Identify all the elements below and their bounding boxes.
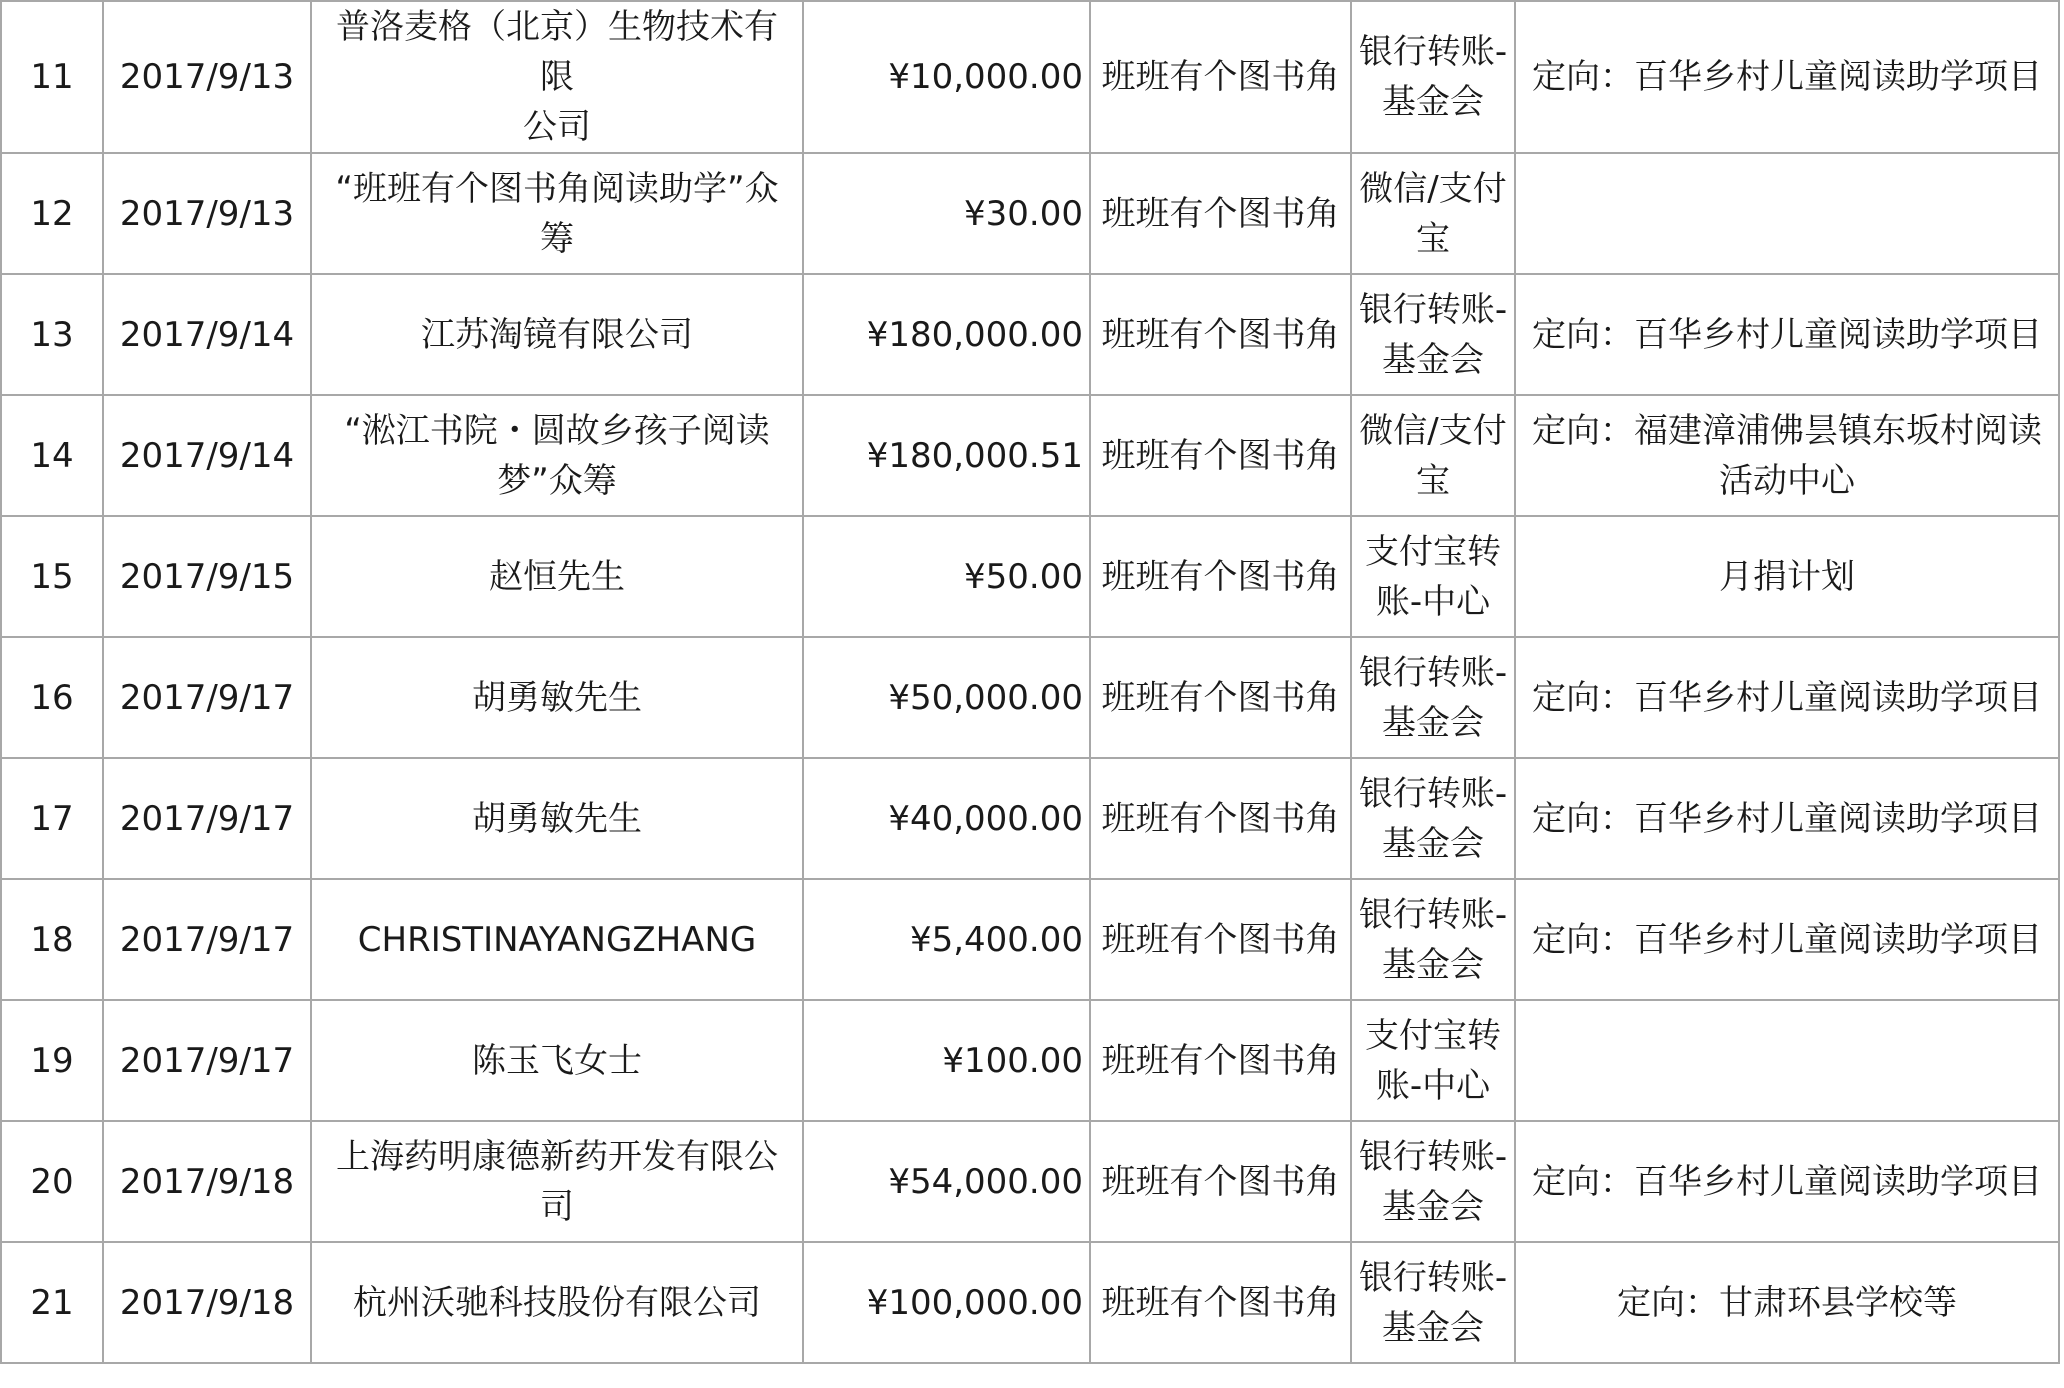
row-number-cell-text: 12 <box>30 193 74 234</box>
amount-cell-text: ¥50,000.00 <box>888 677 1083 718</box>
date-cell-text: 2017/9/14 <box>119 314 295 355</box>
project-cell-text: 班班有个图书角 <box>1101 1282 1340 1323</box>
payment-method-cell-text: 银行转账- 基金会 <box>1358 289 1508 380</box>
row-number-cell-text: 13 <box>30 314 74 355</box>
table-row <box>1 395 2059 516</box>
donor-cell <box>311 879 803 1000</box>
row-number-cell-text: 18 <box>30 919 74 960</box>
amount-cell-text: ¥30.00 <box>964 193 1083 234</box>
row-number-cell-text: 20 <box>30 1161 74 1202</box>
payment-method-cell <box>1351 274 1515 395</box>
project-cell <box>1090 395 1351 516</box>
project-cell-text: 班班有个图书角 <box>1101 919 1340 960</box>
payment-method-cell-text: 银行转账- 基金会 <box>1358 1257 1508 1348</box>
payment-method-cell-text: 微信/支付 宝 <box>1359 410 1507 501</box>
payment-method-cell <box>1351 153 1515 274</box>
date-cell <box>103 395 311 516</box>
project-cell-text: 班班有个图书角 <box>1101 556 1340 597</box>
amount-cell-text: ¥54,000.00 <box>888 1161 1083 1202</box>
donor-cell-text: 普洛麦格（北京）生物技术有限 公司 <box>336 7 778 147</box>
project-cell <box>1090 879 1351 1000</box>
date-cell <box>103 1000 311 1121</box>
table-row <box>1 1 2059 153</box>
date-cell-text: 2017/9/14 <box>119 435 295 476</box>
project-cell-text: 班班有个图书角 <box>1101 1040 1340 1081</box>
row-number-cell <box>1 395 103 516</box>
row-number-cell <box>1 1000 103 1121</box>
row-number-cell-text: 14 <box>30 435 74 476</box>
table-row <box>1 274 2059 395</box>
row-number-cell <box>1 516 103 637</box>
donor-cell-text: “班班有个图书角阅读助学”众 筹 <box>335 168 779 259</box>
note-cell-text: 定向：百华乡村儿童阅读助学项目 <box>1532 1161 2042 1202</box>
row-number-cell <box>1 758 103 879</box>
payment-method-cell <box>1351 395 1515 516</box>
donor-cell-text: 杭州沃驰科技股份有限公司 <box>353 1282 761 1323</box>
note-cell <box>1515 758 2059 879</box>
amount-cell-text: ¥180,000.00 <box>866 314 1083 355</box>
donor-cell-text: 胡勇敏先生 <box>472 677 642 718</box>
payment-method-cell-text: 微信/支付 宝 <box>1359 168 1507 259</box>
project-cell <box>1090 274 1351 395</box>
date-cell-text: 2017/9/17 <box>119 677 295 718</box>
row-number-cell-text: 19 <box>30 1040 74 1081</box>
row-number-cell <box>1 879 103 1000</box>
amount-cell <box>803 758 1090 879</box>
amount-cell-text: ¥10,000.00 <box>888 57 1083 97</box>
row-number-cell-text: 17 <box>30 798 74 839</box>
donor-cell <box>311 637 803 758</box>
amount-cell <box>803 1 1090 153</box>
table-body <box>1 1 2059 1363</box>
payment-method-cell-text: 银行转账- 基金会 <box>1358 652 1508 743</box>
row-number-cell <box>1 1 103 153</box>
payment-method-cell <box>1351 516 1515 637</box>
note-cell <box>1515 1000 2059 1121</box>
payment-method-cell-text: 银行转账- 基金会 <box>1358 1136 1508 1227</box>
note-cell-text: 定向：福建漳浦佛昙镇东坂村阅读 活动中心 <box>1532 410 2042 501</box>
table-row <box>1 1000 2059 1121</box>
donor-cell <box>311 1000 803 1121</box>
note-cell-text: 月捐计划 <box>1719 556 1855 597</box>
table-row <box>1 516 2059 637</box>
amount-cell <box>803 1000 1090 1121</box>
date-cell-text: 2017/9/13 <box>119 193 295 234</box>
amount-cell <box>803 153 1090 274</box>
date-cell-text: 2017/9/15 <box>119 556 295 597</box>
row-number-cell-text: 16 <box>30 677 74 718</box>
note-cell <box>1515 153 2059 274</box>
row-number-cell <box>1 637 103 758</box>
date-cell <box>103 1 311 153</box>
note-cell <box>1515 274 2059 395</box>
amount-cell <box>803 879 1090 1000</box>
amount-cell-text: ¥40,000.00 <box>888 798 1083 839</box>
project-cell <box>1090 1121 1351 1242</box>
date-cell <box>103 274 311 395</box>
date-cell <box>103 1242 311 1363</box>
payment-method-cell <box>1351 637 1515 758</box>
donor-cell-text: 陈玉飞女士 <box>472 1040 642 1081</box>
table-row <box>1 1242 2059 1363</box>
project-cell <box>1090 758 1351 879</box>
payment-method-cell-text: 银行转账- 基金会 <box>1358 894 1508 985</box>
project-cell <box>1090 1242 1351 1363</box>
row-number-cell-text: 21 <box>30 1282 74 1323</box>
row-number-cell <box>1 274 103 395</box>
date-cell <box>103 153 311 274</box>
donor-cell-text: 上海药明康德新药开发有限公司 <box>336 1136 778 1227</box>
note-cell <box>1515 879 2059 1000</box>
date-cell <box>103 758 311 879</box>
donor-cell-text: CHRISTINAYANGZHANG <box>357 919 757 960</box>
donor-cell <box>311 516 803 637</box>
payment-method-cell <box>1351 1121 1515 1242</box>
amount-cell <box>803 637 1090 758</box>
donor-cell <box>311 395 803 516</box>
note-cell-text: 定向：百华乡村儿童阅读助学项目 <box>1532 798 2042 839</box>
payment-method-cell-text: 支付宝转 账-中心 <box>1365 1015 1501 1106</box>
note-cell <box>1515 1121 2059 1242</box>
payment-method-cell-text: 银行转账- 基金会 <box>1358 773 1508 864</box>
amount-cell <box>803 1121 1090 1242</box>
project-cell <box>1090 516 1351 637</box>
donor-cell-text: 赵恒先生 <box>489 556 625 597</box>
donor-cell <box>311 1242 803 1363</box>
table-row <box>1 637 2059 758</box>
note-cell-text: 定向：百华乡村儿童阅读助学项目 <box>1532 919 2042 960</box>
note-cell-text: 定向：百华乡村儿童阅读助学项目 <box>1532 677 2042 718</box>
note-cell-text: 定向：百华乡村儿童阅读助学项目 <box>1532 57 2042 97</box>
amount-cell-text: ¥100.00 <box>942 1040 1083 1081</box>
payment-method-cell-text: 银行转账- 基金会 <box>1358 32 1508 122</box>
amount-cell-text: ¥100,000.00 <box>866 1282 1083 1323</box>
amount-cell-text: ¥180,000.51 <box>866 435 1083 476</box>
date-cell-text: 2017/9/17 <box>119 919 295 960</box>
project-cell-text: 班班有个图书角 <box>1101 314 1340 355</box>
project-cell <box>1090 153 1351 274</box>
row-number-cell-text: 11 <box>30 57 74 97</box>
table-row <box>1 1121 2059 1242</box>
note-cell-text: 定向：甘肃环县学校等 <box>1617 1282 1957 1323</box>
date-cell-text: 2017/9/18 <box>119 1282 295 1323</box>
note-cell <box>1515 516 2059 637</box>
note-cell <box>1515 637 2059 758</box>
row-number-cell <box>1 1121 103 1242</box>
row-number-cell <box>1 1242 103 1363</box>
row-number-cell-text: 15 <box>30 556 74 597</box>
donor-cell-text: 江苏淘镜有限公司 <box>421 314 693 355</box>
payment-method-cell <box>1351 1242 1515 1363</box>
amount-cell <box>803 274 1090 395</box>
project-cell-text: 班班有个图书角 <box>1101 677 1340 718</box>
project-cell-text: 班班有个图书角 <box>1101 57 1340 97</box>
amount-cell-text: ¥50.00 <box>964 556 1083 597</box>
project-cell-text: 班班有个图书角 <box>1101 1161 1340 1202</box>
date-cell-text: 2017/9/17 <box>119 1040 295 1081</box>
note-cell <box>1515 1 2059 153</box>
table-row <box>1 758 2059 879</box>
payment-method-cell-text: 支付宝转 账-中心 <box>1365 531 1501 622</box>
donor-cell <box>311 274 803 395</box>
project-cell-text: 班班有个图书角 <box>1101 435 1340 476</box>
date-cell <box>103 637 311 758</box>
amount-cell <box>803 1242 1090 1363</box>
note-cell-text: 定向：百华乡村儿童阅读助学项目 <box>1532 314 2042 355</box>
donor-cell <box>311 1121 803 1242</box>
project-cell <box>1090 1000 1351 1121</box>
amount-cell <box>803 395 1090 516</box>
project-cell <box>1090 1 1351 153</box>
project-cell-text: 班班有个图书角 <box>1101 193 1340 234</box>
payment-method-cell <box>1351 758 1515 879</box>
date-cell <box>103 879 311 1000</box>
date-cell-text: 2017/9/13 <box>119 57 295 97</box>
payment-method-cell <box>1351 1000 1515 1121</box>
donor-cell <box>311 1 803 153</box>
date-cell <box>103 516 311 637</box>
donor-cell-text: “淞江书院・圆故乡孩子阅读 梦”众筹 <box>344 410 770 501</box>
amount-cell-text: ¥5,400.00 <box>909 919 1083 960</box>
note-cell <box>1515 395 2059 516</box>
donor-cell <box>311 758 803 879</box>
project-cell <box>1090 637 1351 758</box>
row-number-cell <box>1 153 103 274</box>
amount-cell <box>803 516 1090 637</box>
note-cell <box>1515 1242 2059 1363</box>
donor-cell <box>311 153 803 274</box>
donor-cell-text: 胡勇敏先生 <box>472 798 642 839</box>
table-row <box>1 879 2059 1000</box>
payment-method-cell <box>1351 879 1515 1000</box>
date-cell <box>103 1121 311 1242</box>
payment-method-cell <box>1351 1 1515 153</box>
table-row <box>1 153 2059 274</box>
date-cell-text: 2017/9/18 <box>119 1161 295 1202</box>
date-cell-text: 2017/9/17 <box>119 798 295 839</box>
project-cell-text: 班班有个图书角 <box>1101 798 1340 839</box>
